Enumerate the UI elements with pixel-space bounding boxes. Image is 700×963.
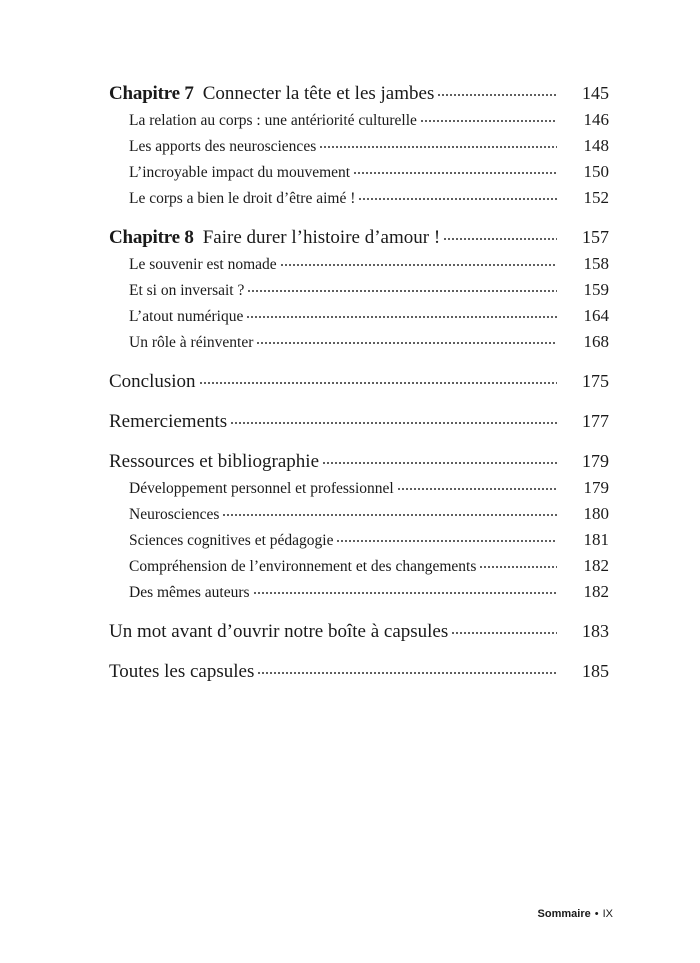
section-title: Un rôle à réinventer	[129, 334, 254, 351]
entry-title: Remerciements	[109, 411, 228, 432]
toc-subentry[interactable]	[109, 329, 609, 355]
toc-subentry[interactable]	[109, 277, 609, 303]
dot-leader	[253, 591, 557, 597]
page-number: 180	[583, 504, 609, 523]
footer-bullet: •	[594, 908, 599, 920]
page-number: 175	[582, 371, 609, 391]
section-title: Sciences cognitives et pédagogie	[129, 532, 334, 549]
page-number: 150	[583, 162, 609, 181]
toc-subentry[interactable]	[109, 251, 609, 277]
toc-subentry[interactable]	[109, 303, 609, 329]
section-title: Développement personnel et professionnel	[129, 480, 394, 497]
dot-leader	[257, 671, 557, 677]
entry-title: Toutes les capsules	[109, 661, 255, 682]
dot-leader	[443, 237, 557, 243]
toc-entry-chapter-7[interactable]	[109, 80, 609, 107]
dot-leader	[437, 93, 557, 99]
dot-leader	[322, 461, 557, 467]
page-number: 168	[583, 332, 609, 351]
page-number: 146	[583, 110, 609, 129]
dot-leader	[420, 119, 557, 125]
page-number: 181	[583, 530, 609, 549]
dot-leader	[280, 263, 557, 269]
page-number: 179	[582, 451, 609, 471]
page-number: 152	[583, 188, 609, 207]
toc-entry-conclusion[interactable]	[109, 368, 609, 395]
chapter-title: Faire durer l’histoire d’amour !	[202, 227, 441, 248]
page-number: 159	[583, 280, 609, 299]
chapter-number: Chapitre 8	[109, 227, 194, 248]
section-title: Des mêmes auteurs	[129, 584, 250, 601]
dot-leader	[479, 565, 557, 571]
page-number: 182	[583, 556, 609, 575]
section-title: La relation au corps : une antériorité culturelle	[129, 112, 417, 129]
entry-title: Ressources et bibliographie	[109, 451, 320, 472]
page-number: 182	[583, 582, 609, 601]
section-title: Compréhension de l’environnement et des changements	[129, 558, 477, 575]
page-number: 158	[583, 254, 609, 273]
dot-leader	[230, 421, 557, 427]
dot-leader	[246, 315, 557, 321]
page-number: 185	[582, 661, 609, 681]
dot-leader	[353, 171, 557, 177]
dot-leader	[336, 539, 557, 545]
toc-subentry[interactable]	[109, 527, 609, 553]
table-of-contents	[109, 80, 609, 685]
toc-entry-mot-avant[interactable]	[109, 618, 609, 645]
toc-subentry[interactable]	[109, 107, 609, 133]
page-number: 148	[583, 136, 609, 155]
dot-leader	[451, 631, 557, 637]
entry-title: Conclusion	[109, 371, 196, 392]
section-title: Et si on inversait ?	[129, 282, 245, 299]
section-title: L’incroyable impact du mouvement	[129, 164, 351, 181]
section-title: Le souvenir est nomade	[129, 256, 277, 273]
page-number: 164	[583, 306, 609, 325]
dot-leader	[222, 513, 557, 519]
section-title: L’atout numérique	[129, 308, 244, 325]
footer-page-numeral: IX	[602, 908, 613, 920]
toc-entry-remerciements[interactable]	[109, 408, 609, 435]
dot-leader	[247, 289, 557, 295]
footer-section-name: Sommaire	[537, 908, 591, 920]
dot-leader	[358, 197, 557, 203]
dot-leader	[256, 341, 557, 347]
page-number: 183	[582, 621, 609, 641]
toc-entry-capsules[interactable]	[109, 658, 609, 685]
toc-subentry[interactable]	[109, 133, 609, 159]
page-number: 177	[582, 411, 609, 431]
toc-subentry[interactable]	[109, 553, 609, 579]
dot-leader	[199, 381, 557, 387]
toc-subentry[interactable]	[109, 501, 609, 527]
page-number: 157	[582, 227, 609, 247]
section-title: Neurosciences	[129, 506, 220, 523]
toc-entry-ressources[interactable]	[109, 448, 609, 475]
dot-leader	[319, 145, 557, 151]
toc-subentry[interactable]	[109, 185, 609, 211]
chapter-number: Chapitre 7	[109, 83, 194, 104]
toc-subentry[interactable]	[109, 159, 609, 185]
page-footer	[538, 908, 613, 920]
entry-title: Un mot avant d’ouvrir notre boîte à capsules	[109, 621, 449, 642]
chapter-title: Connecter la tête et les jambes	[202, 83, 435, 104]
section-title: Le corps a bien le droit d’être aimé !	[129, 190, 356, 207]
page-number: 179	[583, 478, 609, 497]
toc-subentry[interactable]	[109, 475, 609, 501]
section-title: Les apports des neurosciences	[129, 138, 317, 155]
toc-entry-chapter-8[interactable]	[109, 224, 609, 251]
toc-subentry[interactable]	[109, 579, 609, 605]
page-number: 145	[582, 83, 609, 103]
dot-leader	[397, 487, 557, 493]
